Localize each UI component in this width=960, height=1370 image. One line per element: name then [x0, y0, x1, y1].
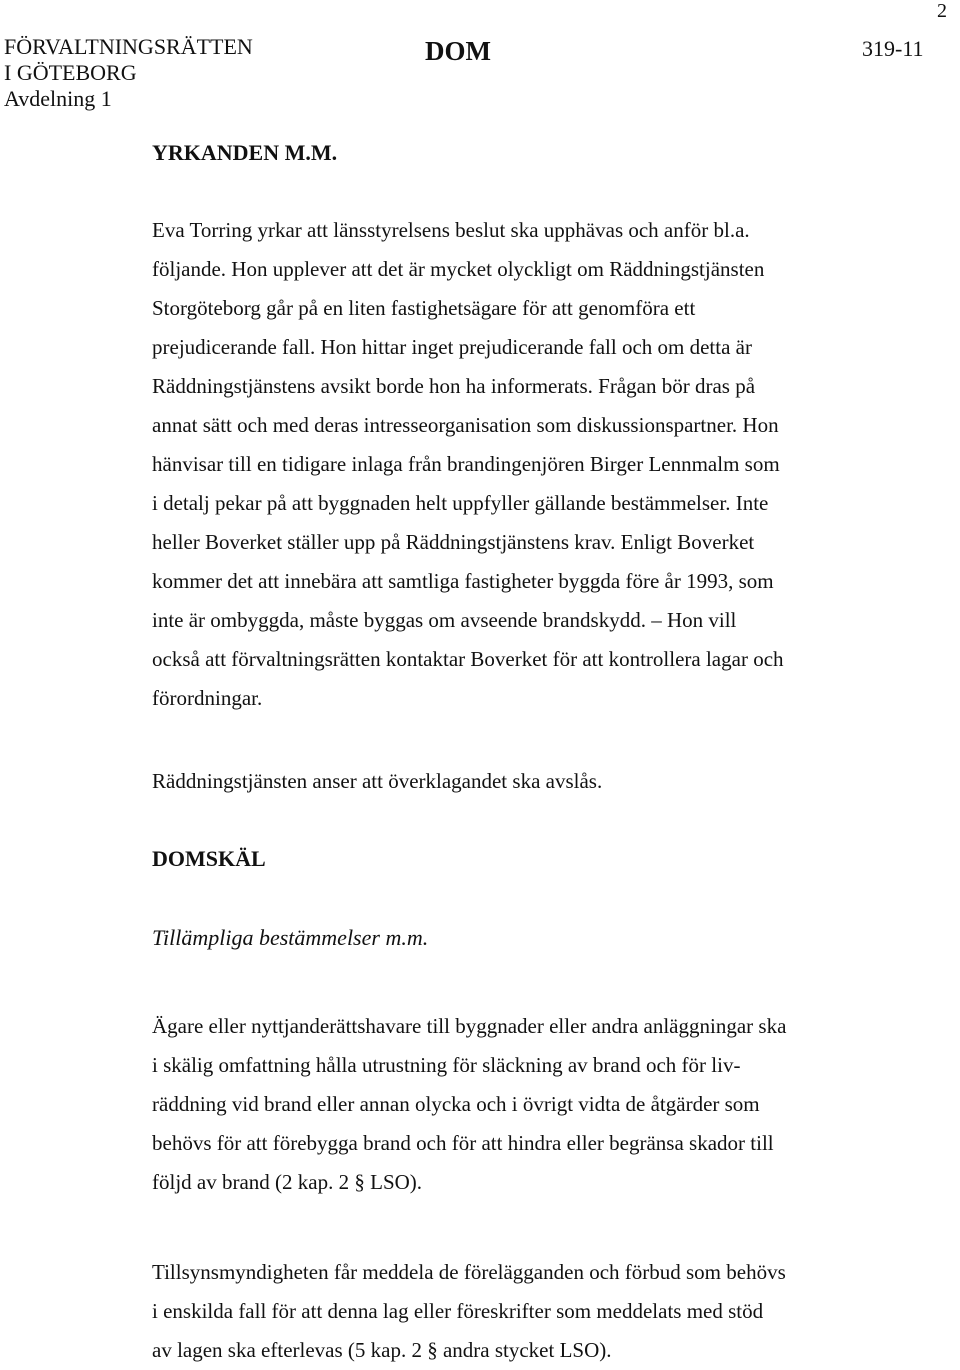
paragraph-line: förordningar.: [152, 686, 263, 710]
paragraph-line: räddning vid brand eller annan olycka och i övrigt vidta de åtgärder som: [152, 1092, 760, 1116]
paragraph-response: [152, 762, 852, 801]
paragraph-line: i skälig omfattning hålla utrustning för släckning av brand och för liv-: [152, 1053, 741, 1077]
paragraph-owner-duty: [152, 1007, 852, 1202]
paragraph-line: i detalj pekar på att byggnaden helt uppfyller gällande bestämmelser. Inte: [152, 491, 769, 515]
paragraph-line: följd av brand (2 kap. 2 § LSO).: [152, 1170, 423, 1194]
paragraph-line: Tillsynsmyndigheten får meddela de förelägganden och förbud som behövs: [152, 1260, 786, 1284]
paragraph-line: av lagen ska efterlevas (5 kap. 2 § andra stycket LSO).: [152, 1338, 612, 1362]
paragraph-claims: [152, 211, 852, 718]
division-label: Avdelning 1: [4, 86, 112, 111]
paragraph-line: prejudicerande fall. Hon hittar inget prejudicerande fall och om detta är: [152, 335, 752, 359]
paragraph-line: Räddningstjänstens avsikt borde hon ha informerats. Frågan bör dras på: [152, 374, 756, 398]
document-type: DOM: [425, 36, 491, 66]
page-number: 2: [937, 0, 947, 22]
paragraph-line: också att förvaltningsrätten kontaktar Boverket för att kontrollera lagar och: [152, 647, 784, 671]
paragraph-line: behövs för att förebygga brand och för att hindra eller begränsa skador till: [152, 1131, 774, 1155]
paragraph-supervisory: [152, 1253, 852, 1370]
paragraph-line: Eva Torring yrkar att länsstyrelsens beslut ska upphävas och anför bl.a.: [152, 218, 750, 242]
paragraph-line: annat sätt och med deras intresseorganisation som diskussionspartner. Hon: [152, 413, 779, 437]
section-heading-yrkanden: YRKANDEN M.M.: [152, 140, 338, 165]
paragraph-line: hänvisar till en tidigare inlaga från brandingenjören Birger Lennmalm som: [152, 452, 780, 476]
paragraph-line: heller Boverket ställer upp på Räddningstjänstens krav. Enligt Boverket: [152, 530, 755, 554]
paragraph-line: Storgöteborg går på en liten fastighetsägare för att genomföra ett: [152, 296, 696, 320]
paragraph-line: inte är ombyggda, måste byggas om avseende brandskydd. – Hon vill: [152, 608, 737, 632]
paragraph-line: Ägare eller nyttjanderättshavare till byggnader eller andra anläggningar ska: [152, 1014, 787, 1038]
section-heading-domskal: DOMSKÄL: [152, 846, 266, 871]
subheading-tillampliga: Tillämpliga bestämmelser m.m.: [152, 925, 429, 950]
paragraph-line: följande. Hon upplever att det är mycket olyckligt om Räddningstjänsten: [152, 257, 765, 281]
court-name-line2: I GÖTEBORG: [4, 60, 137, 85]
paragraph-line: kommer det att innebära att samtliga fastigheter byggda före år 1993, som: [152, 569, 774, 593]
paragraph-line: i enskilda fall för att denna lag eller föreskrifter som meddelats med stöd: [152, 1299, 764, 1323]
case-number: 319-11: [862, 36, 924, 61]
court-name-line1: FÖRVALTNINGSRÄTTEN: [4, 34, 253, 59]
paragraph-line: Räddningstjänsten anser att överklagandet ska avslås.: [152, 769, 603, 793]
